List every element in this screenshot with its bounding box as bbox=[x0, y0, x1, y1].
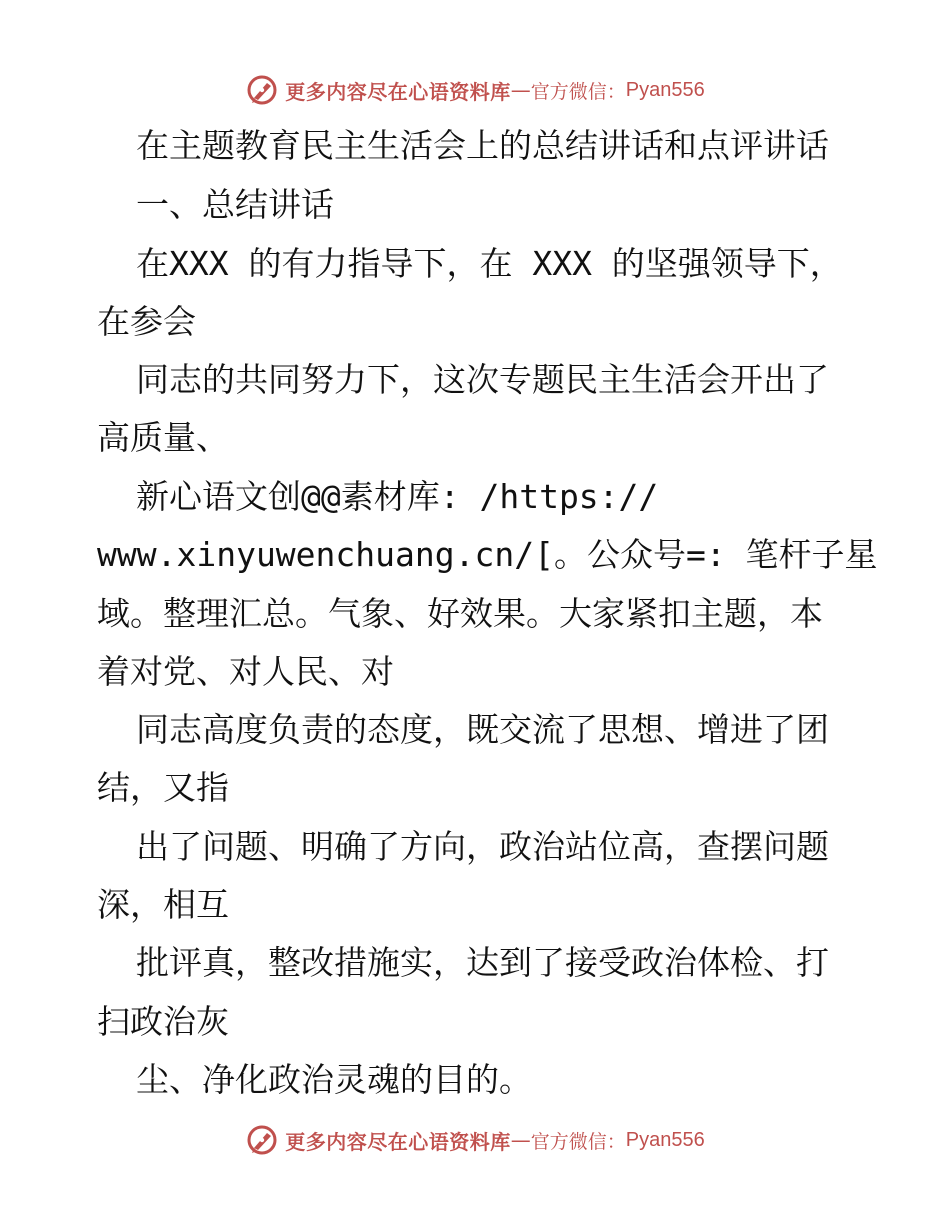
paragraph-line: 同志的共同努力下，这次专题民主生活会开出了 bbox=[136, 360, 829, 399]
document-title: 在主题教育民主生活会上的总结讲话和点评讲话 bbox=[136, 126, 829, 165]
paragraph-line: 同志高度负责的态度，既交流了思想、增进了团 bbox=[136, 710, 829, 749]
paragraph-line: 域。整理汇总。气象、好效果。大家紧扣主题，本 bbox=[97, 594, 823, 633]
banner-separator: — bbox=[510, 1128, 531, 1152]
banner-separator: — bbox=[510, 78, 531, 102]
paragraph-line: 在XXX 的有力指导下，在 XXX 的坚强领导下， bbox=[136, 244, 843, 283]
paragraph-line: www.xinyuwenchuang.cn/[。公众号=: 笔杆子星 bbox=[97, 535, 878, 574]
paragraph-line: 扫政治灰 bbox=[97, 1002, 229, 1041]
banner-text: 更多内容尽在心语资料库 bbox=[285, 79, 511, 104]
banner-wechat-label: 官方微信： bbox=[530, 1130, 626, 1153]
section-heading: 一、总结讲话 bbox=[136, 185, 334, 224]
paragraph-line: 尘、净化政治灵魂的目的。 bbox=[136, 1060, 532, 1099]
banner-wechat-id: Pyan556 bbox=[625, 78, 705, 101]
paragraph-line: 高质量、 bbox=[97, 418, 229, 457]
paragraph-line: 结，又指 bbox=[97, 768, 229, 807]
banner-wechat-id: Pyan556 bbox=[625, 1128, 705, 1151]
banner-wechat-label: 官方微信： bbox=[530, 80, 626, 103]
pen-logo-icon bbox=[245, 1123, 279, 1157]
paragraph-line: 出了问题、明确了方向，政治站位高，查摆问题 bbox=[136, 827, 829, 866]
pen-logo-icon bbox=[245, 73, 279, 107]
paragraph-line: 新心语文创@@素材库: /https:// bbox=[136, 477, 659, 516]
paragraph-line: 深，相互 bbox=[97, 885, 229, 924]
paragraph-line: 着对党、对人民、对 bbox=[97, 652, 394, 691]
header-watermark-banner bbox=[0, 70, 950, 110]
banner-text: 更多内容尽在心语资料库 bbox=[285, 1129, 511, 1154]
footer-watermark-banner bbox=[0, 1120, 950, 1160]
paragraph-line: 批评真，整改措施实，达到了接受政治体检、打 bbox=[136, 943, 829, 982]
paragraph-line: 在参会 bbox=[97, 302, 196, 341]
